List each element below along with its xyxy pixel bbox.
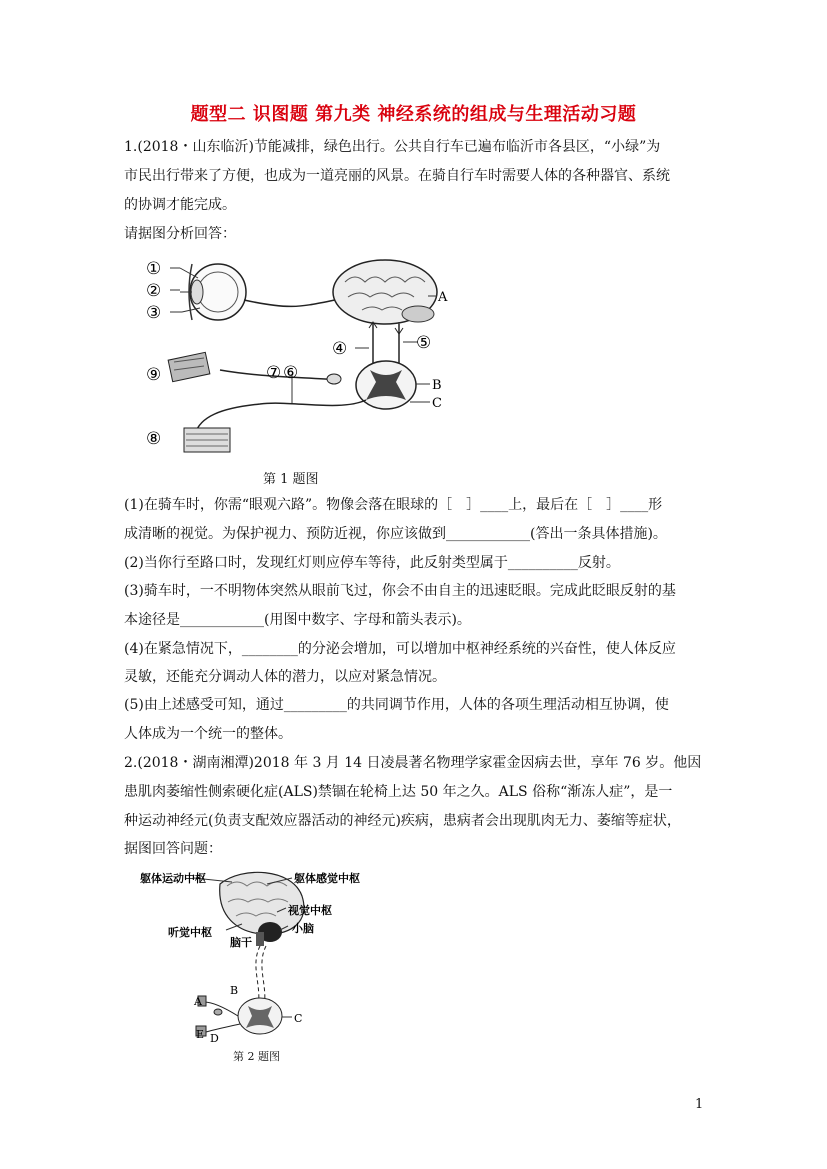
- receptor-skin-drawing: [168, 352, 210, 381]
- q1-sub-line: 灵敏，还能充分调动人体的潜力，以应对紧急情况。: [124, 669, 446, 685]
- page-number: 1: [695, 1097, 704, 1112]
- q1-sub-line: (1)在骑车时，你需“眼观六路”。物像会落在眼球的［ ］____上，最后在［ ］____形: [124, 497, 663, 513]
- eyeball-drawing: [180, 264, 246, 320]
- fig1-label-5: ⑤: [416, 333, 432, 353]
- q1-sub-line: 人体成为一个统一的整体。: [124, 726, 292, 742]
- q1-sub-line: (5)由上述感受可知，通过_________的共同调节作用，人体的各项生理活动相互协调，使: [124, 697, 669, 713]
- fig1-label-7: ⑦: [266, 363, 282, 383]
- fig2-label-E: E: [196, 1028, 205, 1041]
- q2-line: 患肌肉萎缩性侧索硬化症(ALS)禁锢在轮椅上达 50 年之久。ALS 俗称“渐冻人症”，是一: [124, 784, 673, 800]
- fig1-label-8: ⑧: [146, 429, 162, 449]
- fig1-label-6: ⑥: [283, 363, 299, 383]
- fig1-label-A: A: [438, 290, 448, 305]
- q1-line: 1.(2018・山东临沂)节能减排，绿色出行。公共自行车已遍布临沂市各县区，“小绿”为: [124, 139, 661, 155]
- fig1-label-B: B: [432, 378, 442, 393]
- q2-line: 2.(2018・湖南湘潭)2018 年 3 月 14 日凌晨著名物理学家霍金因病去世，享年 76 岁。他因: [124, 755, 702, 771]
- q2-line: 种运动神经元(负责支配效应器活动的神经元)疾病，患病者会出现肌肉无力、萎缩等症状，: [124, 813, 681, 829]
- fig1-label-4: ④: [332, 339, 348, 359]
- fig2-label-motor-center: 躯体运动中枢: [140, 872, 206, 885]
- fig1-label-2: ②: [146, 281, 162, 301]
- page-title: 题型二 识图题 第九类 神经系统的组成与生理活动习题: [190, 104, 637, 125]
- q2-line: 据图回答问题：: [124, 841, 222, 857]
- q1-line: 市民出行带来了方便，也成为一道亮丽的风景。在骑自行车时需要人体的各种器官、系统: [124, 168, 670, 184]
- fig2-label-auditory-center: 听觉中枢: [168, 926, 212, 939]
- fig2-label-C: C: [294, 1012, 303, 1025]
- fig2-label-sensory-center: 躯体感觉中枢: [294, 872, 360, 885]
- q1-line: 的协调才能完成。: [124, 197, 236, 213]
- q1-sub-line: 本途径是____________(用图中数字、字母和箭头表示)。: [124, 612, 471, 628]
- fig2-label-B: B: [230, 984, 239, 997]
- fig1-label-1: ①: [146, 259, 162, 279]
- effector-muscle-drawing: [184, 428, 230, 452]
- fig1-label-9: ⑨: [146, 365, 162, 385]
- q1-sub-line: (3)骑车时，一不明物体突然从眼前飞过，你会不由自主的迅速眨眼。完成此眨眼反射的基: [124, 583, 676, 599]
- figure-1-reflex-diagram: [140, 252, 460, 472]
- figure-2-nervous-system-diagram: [132, 866, 392, 1046]
- q1-sub-line: (4)在紧急情况下，________的分泌会增加，可以增加中枢神经系统的兴奋性，使人体反应: [124, 641, 676, 657]
- fig2-label-D: D: [210, 1032, 219, 1045]
- q1-line: 请据图分析回答：: [124, 226, 236, 242]
- spinal-cord-section-drawing: [238, 998, 282, 1034]
- fig2-label-cerebellum: 小脑: [292, 922, 314, 935]
- fig2-label-visual-center: 视觉中枢: [288, 904, 332, 917]
- q1-sub-line: 成清晰的视觉。为保护视力、预防近视，你应该做到____________(答出一条具体措施)。: [124, 526, 667, 542]
- fig2-label-A: A: [194, 995, 202, 1008]
- fig1-label-C: C: [432, 396, 442, 411]
- q1-sub-line: (2)当你行至路口时，发现红灯则应停车等待，此反射类型属于__________反射。: [124, 555, 620, 571]
- fig2-label-brainstem: 脑干: [230, 936, 252, 949]
- figure-2-caption: 第 2 题图: [233, 1050, 280, 1063]
- spinal-cord-drawing: [356, 361, 416, 409]
- brain-drawing: [333, 260, 437, 324]
- fig1-label-3: ③: [146, 303, 162, 323]
- figure-1-caption: 第 1 题图: [263, 472, 319, 487]
